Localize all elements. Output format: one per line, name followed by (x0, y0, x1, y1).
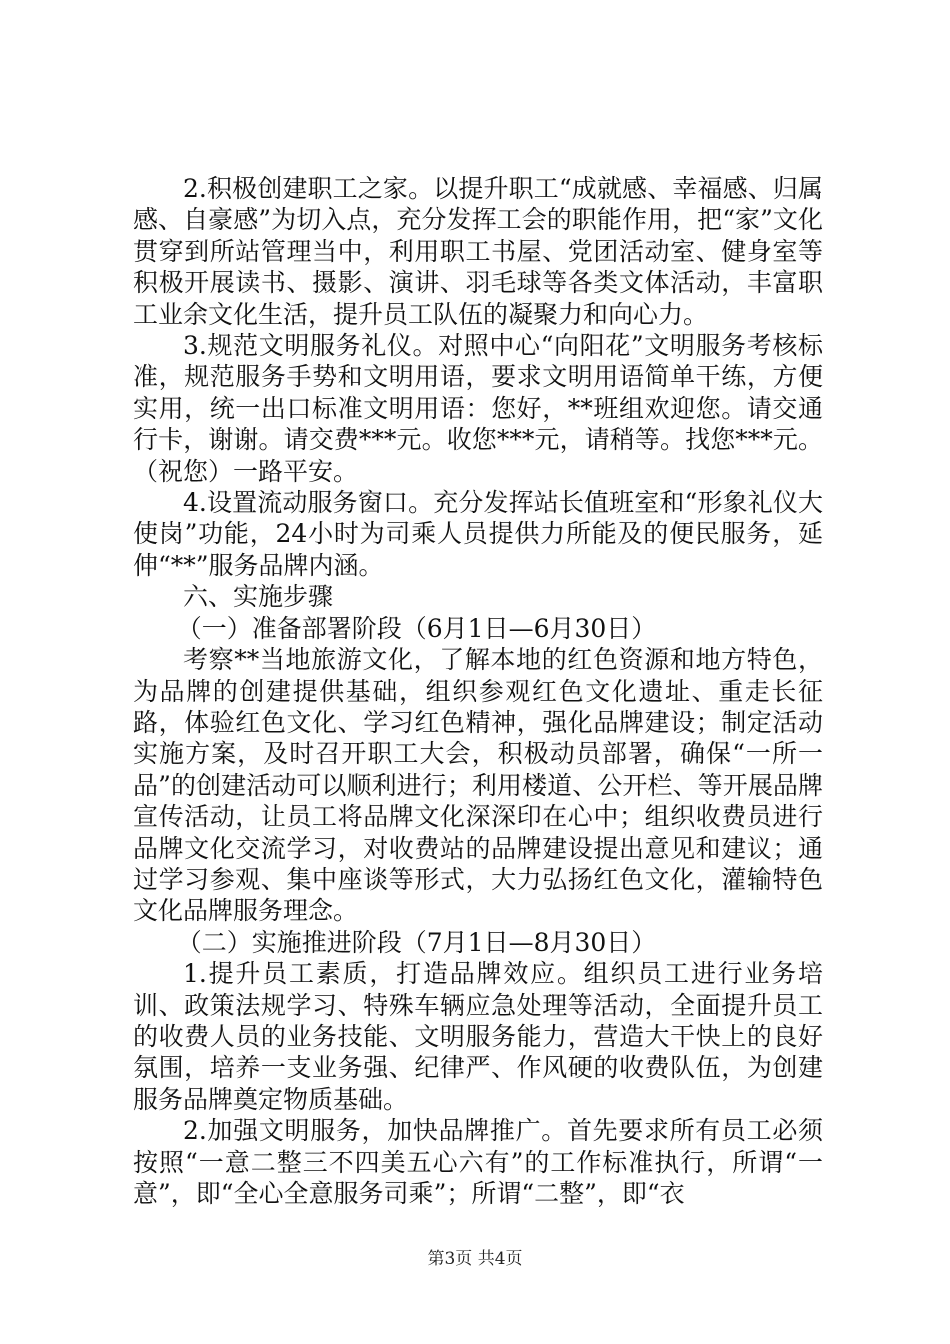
paragraph-staff-quality: 1.提升员工素质，打造品牌效应。组织员工进行业务培训、政策法规学习、特殊车辆应急处理等活动，全面提升员工的收费人员的业务技能、文明服务能力，营造大干快上的良好氛围，培养一支业务强、纪律严、作风硬的收费队伍，为创建服务品牌奠定物质基础。 (133, 959, 823, 1114)
paragraph-civil-service: 2.加强文明服务，加快品牌推广。首先要求所有员工必须按照“一意二整三不四美五心六有”的工作标准执行，所谓“一意”，即“全心全意服务司乘”；所谓“二整”，即“衣 (133, 1116, 823, 1208)
document-body (133, 173, 823, 1209)
subheading-preparation-stage: （一）准备部署阶段（6月1日—6月30日） (176, 613, 657, 643)
paragraph-mobile-service-window: 4.设置流动服务窗口。充分发挥站长值班室和“形象礼仪大使岗”功能，24小时为司乘人员提供力所能及的便民服务，延伸“**”服务品牌内涵。 (133, 488, 823, 580)
paragraph-service-etiquette: 3.规范文明服务礼仪。对照中心“向阳花”文明服务考核标准，规范服务手势和文明用语，要求文明用语简单干练，方便实用，统一出口标准文明用语：您好，**班组欢迎您。请交通行卡，谢谢。请交费***元。收您***元，请稍等。找您***元。（祝您）一路平安。 (133, 331, 823, 486)
page-footer: 第3页 共4页 (427, 1249, 523, 1269)
paragraph-preparation-details: 考察**当地旅游文化，了解本地的红色资源和地方特色，为品牌的创建提供基础，组织参观红色文化遗址、重走长征路，体验红色文化、学习红色精神，强化品牌建设；制定活动实施方案，及时召开职工大会，积极动员部署，确保“一所一品”的创建活动可以顺利进行；利用楼道、公开栏、等开展品牌宣传活动，让员工将品牌文化深深印在心中；组织收费员进行品牌文化交流学习，对收费站的品牌建设提出意见和建议；通过学习参观、集中座谈等形式，大力弘扬红色文化，灌输特色文化品牌服务理念。 (133, 645, 823, 926)
section-heading-implementation-steps: 六、实施步骤 (183, 582, 334, 612)
paragraph-home-building: 2.积极创建职工之家。以提升职工“成就感、幸福感、归属感、自豪感”为切入点，充分发挥工会的职能作用，把“家”文化贯穿到所站管理当中，利用职工书屋、党团活动室、健身室等积极开展读书、摄影、演讲、羽毛球等各类文体活动，丰富职工业余文化生活，提升员工队伍的凝聚力和向心力。 (133, 174, 823, 329)
subheading-implementation-stage: （二）实施推进阶段（7月1日—8月30日） (176, 927, 657, 957)
